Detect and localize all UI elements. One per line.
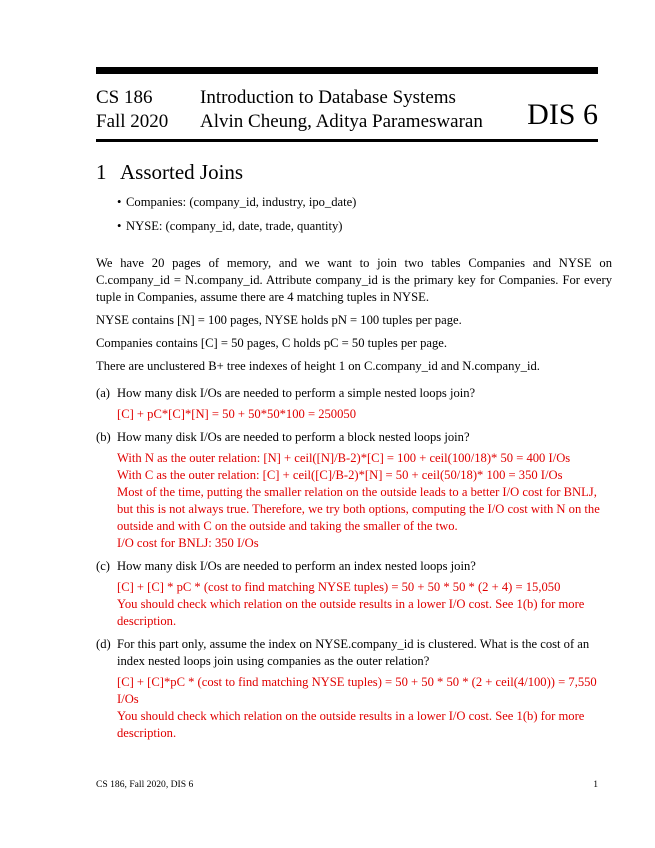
schema-list [117,194,356,242]
question-text: For this part only, assume the index on NYSE.company_id is clustered. What is the cost of an index nested loops join using companies as the outer relation? [117,637,590,668]
section-heading [96,162,243,183]
question-label: (a) [96,386,110,400]
answer-line: I/O cost for BNLJ: 350 I/Os [117,536,259,550]
answer-line: Most of the time, putting the smaller relation on the outside leads to a better I/O cost for BNLJ, but this is not always true. Therefore, we try both options, computing the I/O cost with N on the outside and with C on the outside and taking the smaller of the two. [117,485,600,533]
intro-paragraph: We have 20 pages of memory, and we want to join two tables Companies and NYSE on C.company_id = N.company_id. Attribute company_id is the primary key for Companies. For every tuple in Companies, assume there are 4 matching tuples in NYSE. [96,256,612,304]
question-label: (c) [96,559,110,573]
schema-item: • NYSE: (company_id, date, trade, quantity) [117,218,356,242]
section-title: Assorted Joins [120,160,244,184]
answer-line: [C] + [C] * pC * (cost to find matching NYSE tuples) = 50 + 50 * 50 * (2 + 4) = 15,050 [117,580,561,594]
course-term: Fall 2020 [96,111,169,132]
answer-line: You should check which relation on the outside results in a lower I/O cost. See 1(b) for more description. [117,709,585,740]
question-c [96,558,612,630]
question-text: How many disk I/Os are needed to perform a block nested loops join? [117,430,470,444]
intro-paragraph: Companies contains [C] = 50 pages, C holds pC = 50 tuples per page. [96,336,448,350]
answer-block [117,450,612,552]
answer-line: With C as the outer relation: [C] + ceil([C]/B-2)*[N] = 50 + ceil(50/18)* 100 = 350 I/Os [117,468,563,482]
instructors: Alvin Cheung, Aditya Parameswaran [200,111,483,132]
question-d [96,636,612,742]
intro-paragraph: NYSE contains [N] = 100 pages, NYSE holds pN = 100 tuples per page. [96,313,462,327]
course-code: CS 186 [96,87,153,108]
answer-line: [C] + [C]*pC * (cost to find matching NYSE tuples) = 50 + 50 * 50 * (2 + ceil(4/100)) = 7,550 I/Os [117,675,597,706]
header-top-rule [96,67,598,74]
schema-item: • Companies: (company_id, industry, ipo_date) [117,194,356,218]
footer-text: CS 186, Fall 2020, DIS 6 [96,779,194,790]
question-a [96,385,612,423]
answer-block [117,579,612,630]
course-title: Introduction to Database Systems [200,87,456,108]
question-label: (b) [96,430,111,444]
answer-line: You should check which relation on the outside results in a lower I/O cost. See 1(b) for more description. [117,597,585,628]
answer-block [117,406,612,423]
intro-paragraph: There are unclustered B+ tree indexes of height 1 on C.company_id and N.company_id. [96,359,540,373]
page-number: 1 [593,779,598,790]
question-list [96,385,612,748]
discussion-number: DIS 6 [527,98,598,131]
header-bottom-rule [96,139,598,142]
answer-line: With N as the outer relation: [N] + ceil([N]/B-2)*[C] = 100 + ceil(100/18)* 50 = 400 I/Os [117,451,571,465]
section-number: 1 [96,160,107,184]
question-text: How many disk I/Os are needed to perform a simple nested loops join? [117,386,476,400]
question-label: (d) [96,637,111,651]
question-text: How many disk I/Os are needed to perform an index nested loops join? [117,559,476,573]
answer-line: [C] + pC*[C]*[N] = 50 + 50*50*100 = 250050 [117,407,356,421]
question-b [96,429,612,552]
answer-block [117,674,612,742]
problem-intro [96,255,612,381]
